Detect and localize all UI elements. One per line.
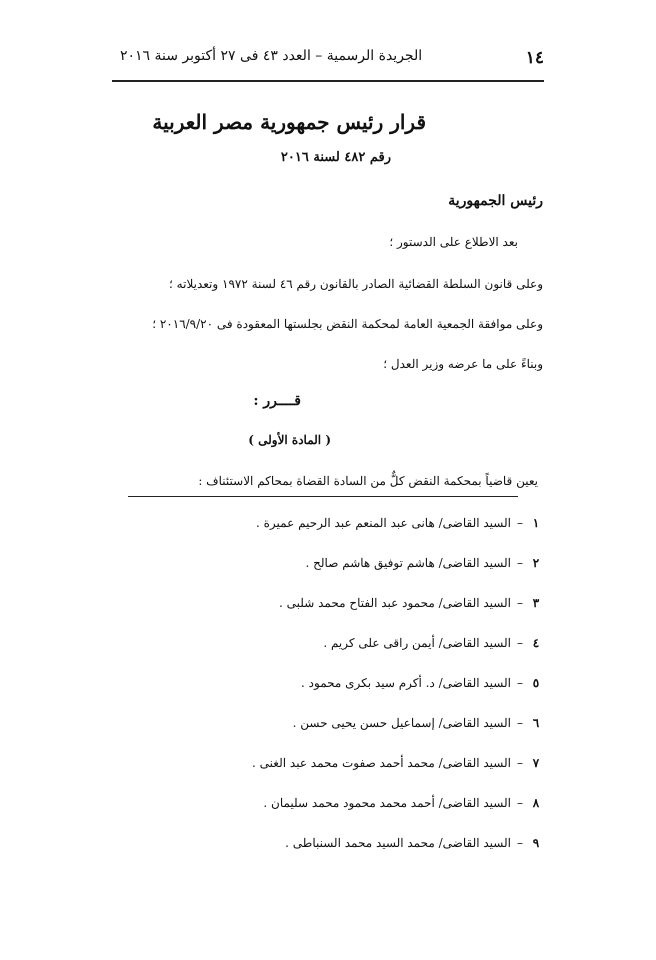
judge-number: ٤	[532, 636, 540, 650]
preamble-line: وعلى موافقة الجمعية العامة لمحكمة النقض بجلستها المعقودة فى ٢٠١٦/٩/٢٠ ؛	[152, 317, 543, 331]
preamble-line: وبناءً على ما عرضه وزير العدل ؛	[383, 357, 543, 371]
judge-number: ٩	[532, 836, 540, 850]
judge-number: ٧	[532, 756, 540, 770]
judge-name: السيد القاضى/ محمد السيد محمد السنباطى .	[285, 836, 511, 850]
judge-number: ٦	[532, 716, 540, 730]
decree-issuer: رئيس الجمهورية	[448, 193, 543, 209]
appointment-text: يعين قاضياً بمحكمة النقض كلٌّ من السادة القضاة بمحاكم الاستئناف :	[198, 474, 538, 488]
running-title: الجريدة الرسمية – العدد ٤٣ فى ٢٧ أكتوبر سنة ٢٠١٦	[120, 48, 423, 64]
appointment-underline	[128, 496, 518, 497]
judge-number: ٣	[532, 596, 540, 610]
judge-number: ٨	[532, 796, 540, 810]
judge-name: السيد القاضى/ إسماعيل حسن يحيى حسن .	[292, 716, 511, 730]
judge-list-item: ٩–السيد القاضى/ محمد السيد محمد السنباطى .	[285, 836, 543, 850]
decided-heading: قــــرر :	[253, 393, 301, 409]
page-number: ١٤	[525, 48, 544, 68]
judge-number: ٥	[532, 676, 540, 690]
judge-number: ١	[532, 516, 540, 530]
judge-name: السيد القاضى/ أحمد محمد محمود محمد سليمان .	[263, 796, 511, 810]
decree-number: رقم ٤٨٢ لسنة ٢٠١٦	[280, 150, 391, 165]
judge-name: السيد القاضى/ محمد أحمد صفوت محمد عبد الغنى .	[252, 756, 511, 770]
article-title: ( المادة الأولى )	[248, 433, 331, 447]
decree-title: قرار رئيس جمهورية مصر العربية	[152, 110, 426, 134]
judge-number: ٢	[532, 556, 540, 570]
judge-list-item: ٥–السيد القاضى/ د. أكرم سيد بكرى محمود .	[301, 676, 543, 690]
judge-list-item: ٨–السيد القاضى/ أحمد محمد محمود محمد سليمان .	[263, 796, 543, 810]
judge-list-item: ٤–السيد القاضى/ أيمن راقى على كريم .	[323, 636, 543, 650]
judge-list-item: ٦–السيد القاضى/ إسماعيل حسن يحيى حسن .	[293, 716, 543, 730]
judge-name: السيد القاضى/ هانى عبد المنعم عبد الرحيم عميرة .	[256, 516, 511, 530]
judge-list-item: ٧–السيد القاضى/ محمد أحمد صفوت محمد عبد الغنى .	[252, 756, 543, 770]
preamble-line: وعلى قانون السلطة القضائية الصادر بالقانون رقم ٤٦ لسنة ١٩٧٢ وتعديلاته ؛	[169, 277, 543, 291]
judge-name: السيد القاضى/ د. أكرم سيد بكرى محمود .	[301, 676, 511, 690]
judge-list-item: ١–السيد القاضى/ هانى عبد المنعم عبد الرحيم عميرة .	[256, 516, 543, 530]
judge-list-item: ٢–السيد القاضى/ هاشم توفيق هاشم صالح .	[306, 556, 543, 570]
header-divider	[112, 80, 544, 82]
judge-name: السيد القاضى/ هاشم توفيق هاشم صالح .	[305, 556, 511, 570]
judge-name: السيد القاضى/ محمود عبد الفتاح محمد شلبى .	[279, 596, 511, 610]
judge-name: السيد القاضى/ أيمن راقى على كريم .	[323, 636, 511, 650]
preamble-line: بعد الاطلاع على الدستور ؛	[389, 235, 518, 249]
judge-list-item: ٣–السيد القاضى/ محمود عبد الفتاح محمد شلبى .	[279, 596, 543, 610]
